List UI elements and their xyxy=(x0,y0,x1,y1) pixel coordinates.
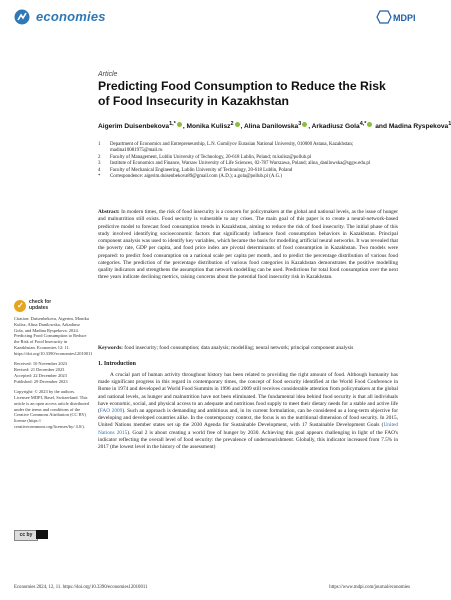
citation-info: Citation: Duisenbekova, Aigerim, Monika Kulisz, Alina Danilowska, Arkadiusz Gola, and Madina Ryspekova. 2024. Predicting Food Consumption to Reduce the Risk of Food Insecurity in Kazakhstan. Economies 12: 11. https://doi.org/10.3390/economies12010011 xyxy=(14,316,93,356)
accepted-date: Accepted: 22 December 2023 xyxy=(14,372,67,378)
author-list: Aigerim Duisenbekova$^{1,*}$ , Monika Kulisz$^2$ , Alina Danilowska$^3$ , Arkadiusz Gola$^{4,*}$ and Madina Ryspekova$^1$ xyxy=(98,121,451,131)
abstract-text: In modern times, the risk of food insecurity is a concern for policymakers at the global and national levels, as the issue of hunger and malnutrition still exists. Food security is vulnerable to any crises. The main goal of this paper is to create a neural-network-based predictive model to forecast food consumption trends in Kazakhstan, aiming to reduce the risk of food insecurity. The initial phase of this study involved identifying socioeconomic factors that significantly influence food consumption behaviors in Kazakhstan. Principal component analysis was used to identify key variables, which became the basis for modelling artificial neural networks. It was revealed that the poverty rate, GDP per capita, and food price index are pivotal determinants of food consumption in Kazakhstan. Two models were prepared: to predict food consumption on a national scale per capita per month, and to predict the percentage distribution of various food categories. The prediction of the percentage distribution of various food categories in Kazakhstan demonstrates the positive modelling quality indicators and strengthens the assumption that network modelling can be used. Predictions for total food consumption over the next three years indicate declining metrics, raising concerns about the potential food insecurity risk in Kazakhstan. xyxy=(98,209,398,281)
affiliation-text: Faculty of Management, Lublin University of Technology, 20-618 Lublin, Poland; m.kulisz@pollub.pl xyxy=(110,154,312,160)
mdpi-logo[interactable] xyxy=(376,8,416,26)
published-date: Published: 29 December 2023 xyxy=(14,378,68,384)
keywords xyxy=(98,345,398,352)
copyright-notice: Copyright: © 2023 by the authors. Licensee MDPI, Basel, Switzerland. This article is an open access article distributed under the terms and conditions of the Creative Commons Attribution (CC BY) license (https:// creativecommons.org/licenses/by/ 4.0/). xyxy=(14,389,89,429)
author-sup: 4,* xyxy=(359,121,367,127)
author-name[interactable]: Monika Kulisz xyxy=(186,123,231,131)
author-sup: 1,* xyxy=(169,121,176,127)
cc-license-badge[interactable]: cc by xyxy=(14,530,38,541)
updates-icon: ✓ xyxy=(14,300,26,312)
affiliation-number: 4 xyxy=(98,167,101,173)
intro-part: ). Goal 2 is about creating a world free of hunger by 2030. Achieving this goal appears challenging in light of the FAO's indicator reflecting the overall level of food security: the prevalence of undernourishment. Globally, this indicator increased from 7.5% in 2017 (the lowest level in the history of the assessment) xyxy=(98,429,398,451)
author-sup: 2 xyxy=(230,121,234,127)
abstract xyxy=(98,209,398,282)
intro-part: A crucial part of human activity throughout history has been related to providing the right amount of food. Although humanity has made significant progress in this regard in contemporary times, the concept of food security identified at the World Food Conference in Rome in 1974 and developed at World Food Summits in 1996 and 2009 still receives considerable attention from policymakers at the global and national levels, as hunger and malnutrition have not been eliminated. The fundamental idea behind food security is that all individuals have economic, social, and physical access to an adequate and nutritious food supply to meet their dietary needs for a stable and active life ( xyxy=(98,372,398,415)
affiliation-text: Faculty of Mechanical Engineering, Lublin University of Technology, 20-618 Lublin, Poland xyxy=(110,167,293,173)
intro-part: ). Such an approach is demanding and ambitious and, in its current formulation, can be considered as a long-term objective for developing and developed countries alike. In the contemporary context, the focus is on the nutritional dimension of food security. In 2015, United Nations member states set up the 2030 Agenda for Sustainable Development, with 17 Sustainable Development Goals ( xyxy=(98,408,398,429)
journal-header xyxy=(14,6,416,28)
mdpi-logo-text: MDPI xyxy=(393,13,416,23)
keywords-text: food insecurity; food consumption; data analysis; modelling; neural network; principal component analysis xyxy=(124,345,354,351)
affiliation-number: 3 xyxy=(98,161,101,167)
check-for-updates-button[interactable] xyxy=(14,300,90,314)
footer-journal-link[interactable]: https://www.mdpi.com/journal/economies xyxy=(329,585,410,590)
author-name[interactable]: Arkadiusz Gola xyxy=(311,123,360,131)
orcid-icon[interactable] xyxy=(235,122,240,127)
affiliation-number: 1 xyxy=(98,142,101,147)
received-date: Received: 10 November 2023 xyxy=(14,361,68,367)
affiliation-item xyxy=(98,174,398,180)
author-sup: 3 xyxy=(298,121,302,127)
abstract-label: Abstract: xyxy=(98,209,120,215)
journal-name[interactable]: economies xyxy=(36,9,106,24)
affiliation-number: * xyxy=(98,174,101,180)
updates-line: updates xyxy=(29,304,49,311)
affiliation-text: Department of Economics and Entrepreneurship, L.N. Gumilyov Eurasian National University, 010000 Astana, Kazakhstan; madina10081975@mail.ru xyxy=(110,142,354,154)
article-type: Article xyxy=(98,71,118,78)
section-heading: 1. Introduction xyxy=(98,361,136,367)
citation-link[interactable]: United Nations 2015 xyxy=(98,422,398,436)
cc-license-badge-bar xyxy=(36,530,48,539)
revised-date: Revised: 21 December 2023 xyxy=(14,367,65,372)
page-title: Predicting Food Consumption to Reduce the Risk of Food Insecurity in Kazakhstan xyxy=(98,79,386,108)
orcid-icon[interactable] xyxy=(367,122,372,127)
affiliations xyxy=(98,142,398,180)
author-name[interactable]: Aigerim Duisenbekova xyxy=(98,123,170,131)
orcid-icon[interactable] xyxy=(302,122,307,127)
introduction-text xyxy=(98,372,398,451)
author-name[interactable]: Madina Ryspekova xyxy=(388,123,449,131)
keywords-label: Keywords: xyxy=(98,345,123,351)
author-sup: 1 xyxy=(448,121,451,127)
page-footer xyxy=(14,585,410,590)
affiliation-text: Institute of Economics and Finance, Warsaw University of Life Sciences, 02-787 Warszawa, Poland; alina_danilowska@sggw.edu.pl xyxy=(110,161,371,167)
journal-logo-icon xyxy=(14,9,30,25)
updates-line: check for xyxy=(29,299,52,305)
correspondence-text[interactable]: Correspondence: aigerim.duisenbekova89@gmail.com (A.D.); a.gola@pollub.pl (A.G.) xyxy=(110,174,282,180)
citation-link[interactable]: FAO 2009 xyxy=(99,408,123,415)
orcid-icon[interactable] xyxy=(177,122,182,127)
article-sidebar xyxy=(14,316,93,430)
author-name[interactable]: Alina Danilowska xyxy=(243,123,299,131)
updates-label xyxy=(29,300,51,311)
affiliation-number: 2 xyxy=(98,154,101,160)
footer-citation[interactable]: Economies 2024, 12, 11. https://doi.org/10.3390/economies12010011 xyxy=(14,585,148,590)
affiliation-item xyxy=(98,142,398,155)
